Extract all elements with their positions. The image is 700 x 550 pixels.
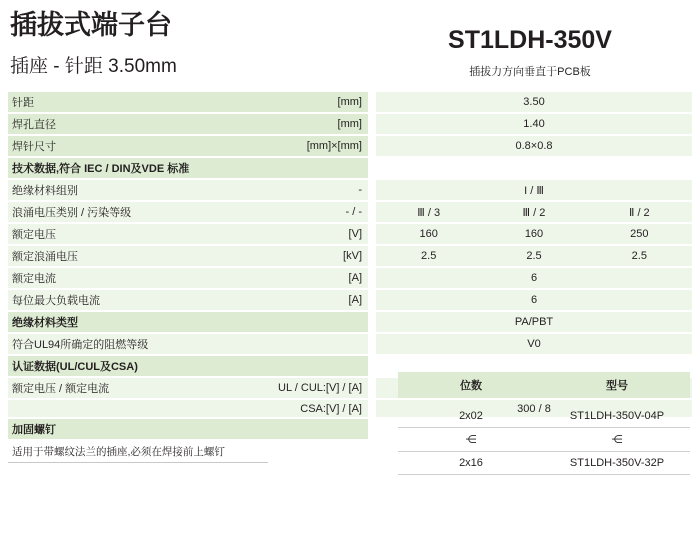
column-gap	[368, 136, 376, 156]
spec-label: 针距	[12, 97, 34, 109]
spec-label: 加固螺钉	[12, 424, 56, 436]
spec-row-value-block	[376, 136, 692, 156]
footnote-text: 适用于带螺纹法兰的插座,必须在焊接前上螺钉	[8, 441, 268, 463]
column-gap	[368, 114, 376, 134]
table-row	[398, 428, 690, 452]
spec-row-value-block	[376, 202, 692, 222]
spec-label: 每位最大负载电流	[12, 295, 100, 307]
spec-row-label-block	[8, 378, 368, 398]
column-gap	[368, 92, 376, 112]
spec-value: Ⅲ / 3	[417, 206, 441, 219]
spec-label: 认证数据(UL/CUL及CSA)	[12, 361, 138, 373]
spec-value: 6	[530, 272, 538, 284]
spec-unit: [mm]	[337, 96, 362, 108]
spec-label: 绝缘材料类型	[12, 317, 78, 329]
column-gap	[368, 378, 376, 398]
spec-value	[376, 364, 692, 368]
spec-row-value-block	[376, 246, 692, 266]
spec-row-label-block	[8, 136, 368, 156]
spec-label: 符合UL94所确定的阻燃等级	[12, 339, 149, 351]
spec-row	[8, 180, 692, 200]
spec-label: 额定电压	[12, 229, 56, 241]
spec-row-label-block	[8, 202, 368, 222]
spec-row-label-block	[8, 290, 368, 310]
spec-label: 焊针尺寸	[12, 141, 56, 153]
header-right	[368, 10, 692, 79]
spec-unit: [A]	[348, 272, 362, 284]
column-gap	[368, 246, 376, 266]
spec-row-label-block	[8, 268, 368, 288]
spec-label: 额定电流	[12, 273, 56, 285]
model-table-header-cell: 位数	[460, 380, 482, 392]
spec-row-label-block	[8, 224, 368, 244]
model-table-cell-type: ⋲	[611, 434, 623, 446]
spec-row	[8, 224, 692, 244]
column-gap	[368, 158, 376, 178]
spec-unit: -	[358, 184, 362, 196]
spec-unit: - / -	[345, 206, 362, 218]
spec-unit: [kV]	[343, 250, 362, 262]
spec-value: 250	[630, 228, 649, 240]
spec-label: 额定浪涌电压	[12, 251, 78, 263]
spec-value: 2.5	[421, 250, 437, 262]
table-row	[398, 405, 690, 428]
spec-unit: [mm]	[337, 118, 362, 130]
spec-value: 160	[419, 228, 438, 240]
column-gap	[368, 180, 376, 200]
column-gap	[368, 334, 376, 354]
spec-row	[8, 268, 692, 288]
spec-row	[8, 290, 692, 310]
model-table-header	[398, 372, 690, 398]
model-number: ST1LDH-350V	[448, 26, 612, 54]
column-gap	[368, 356, 376, 376]
spec-row-value-block	[376, 224, 692, 244]
spec-row-value-block	[376, 312, 692, 332]
spec-label: 浪涌电压类别 / 污染等级	[12, 207, 132, 219]
model-table-header-cell: 型号	[606, 380, 628, 392]
spec-label: 技术数据,符合 IEC / DIN及VDE 标准	[12, 163, 190, 175]
spec-row-value-block	[376, 114, 692, 134]
model-table-cell-type: ST1LDH-350V-04P	[569, 410, 665, 422]
spec-row-label-block	[8, 180, 368, 200]
header-left	[8, 10, 368, 78]
model-table-spacer	[398, 398, 690, 405]
spec-unit: [mm]×[mm]	[306, 140, 362, 152]
column-gap	[368, 268, 376, 288]
model-table-cell-type: ST1LDH-350V-32P	[569, 457, 665, 469]
spec-unit: CSA:[V] / [A]	[300, 402, 362, 415]
spec-row-value-block	[376, 92, 692, 112]
spec-value	[376, 166, 692, 170]
spec-row-label-block	[8, 356, 368, 376]
spec-row	[8, 312, 692, 332]
spec-value: 300 / 8	[517, 402, 551, 415]
spec-value: Ⅲ / 2	[522, 206, 546, 219]
spec-value: 1.40	[523, 118, 545, 130]
spec-unit: UL / CUL:[V] / [A]	[278, 382, 362, 394]
spec-value: 0.8×0.8	[515, 140, 553, 152]
column-gap	[368, 419, 376, 439]
spec-row	[8, 136, 692, 156]
spec-row-label-block	[8, 312, 368, 332]
spec-unit: [V]	[348, 228, 362, 240]
spec-value: 3.50	[523, 96, 545, 108]
spec-row	[8, 114, 692, 134]
spec-value: PA/PBT	[514, 316, 554, 328]
spec-row-label-block	[8, 92, 368, 112]
spec-row	[8, 92, 692, 112]
spec-unit: [A]	[348, 294, 362, 306]
spec-value: V0	[527, 338, 541, 350]
spec-value: I / Ⅲ	[524, 184, 544, 197]
model-table-cell-positions: 2x16	[459, 457, 483, 469]
page-title: 插拔式端子台	[10, 10, 172, 40]
spec-row	[8, 334, 692, 354]
column-gap	[368, 224, 376, 244]
spec-value: 2.5	[631, 250, 647, 262]
spec-row-label-block	[8, 246, 368, 266]
column-gap	[368, 202, 376, 222]
table-row	[398, 452, 690, 475]
spec-value: 160	[524, 228, 544, 240]
column-gap	[368, 290, 376, 310]
spec-row	[8, 158, 692, 178]
page-subtitle: 插座 - 针距 3.50mm	[10, 56, 177, 78]
spec-value: 6	[530, 294, 538, 306]
spec-row-label-block	[8, 334, 368, 354]
spec-row-value-block	[376, 334, 692, 354]
spec-label: 绝缘材料组别	[12, 185, 78, 197]
spec-label: 额定电压 / 额定电流	[12, 383, 110, 395]
spec-row-label-block	[8, 419, 368, 439]
page-header	[0, 0, 700, 80]
spec-row-value-block	[376, 180, 692, 200]
spec-row	[8, 202, 692, 222]
spec-row-value-block	[376, 158, 692, 178]
column-gap	[368, 312, 376, 332]
spec-row-value-block	[376, 290, 692, 310]
model-note: 插拔力方向垂直于PCB板	[469, 66, 591, 78]
column-gap	[368, 400, 376, 417]
model-table-cell-positions: 2x02	[459, 410, 483, 422]
spec-row-value-block	[376, 268, 692, 288]
spec-row-label-block	[8, 400, 368, 417]
spec-row-label-block	[8, 158, 368, 178]
model-table	[398, 372, 690, 475]
spec-value: 2.5	[526, 250, 542, 262]
spec-row	[8, 246, 692, 266]
spec-row-label-block	[8, 114, 368, 134]
model-table-cell-positions: ⋲	[465, 434, 477, 446]
spec-value: Ⅱ / 2	[628, 206, 650, 219]
spec-label: 焊孔直径	[12, 119, 56, 131]
